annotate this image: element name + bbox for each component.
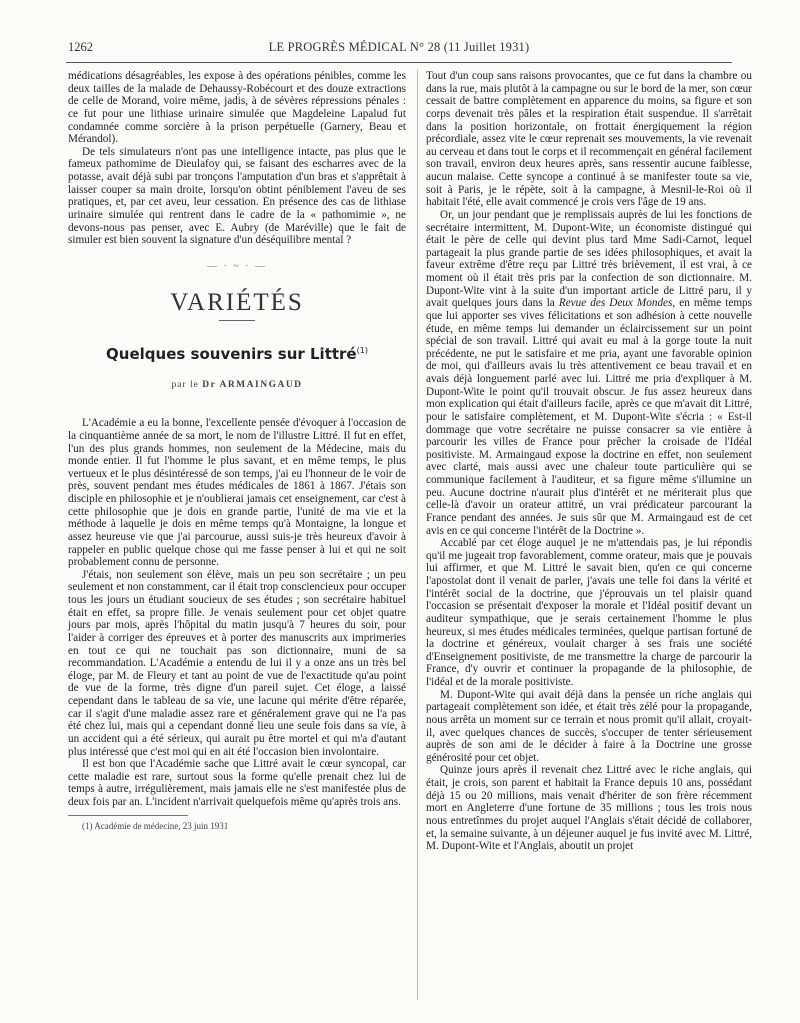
page-number: 1262: [68, 40, 93, 54]
byline-author: Dr ARMAINGAUD: [202, 379, 303, 390]
footnote-marker: (1): [356, 346, 368, 355]
left-column: [68, 70, 406, 832]
paragraph: médications désagréables, les expose à des opérations pénibles, comme les deux tailles de la malade de Dehaussy-Robécourt et des douze extractions de celle de Morand, voire même, jadis, à de sévères répressions pénales : ce fut pour une lithiase urinaire simulée que Magdeleine Lapalud fut condamnée comme sorcière à la prison perpétuelle (Garnery, Beau et Mérandol).: [68, 70, 406, 146]
paragraph: J'étais, non seulement son élève, mais un peu son secrétaire ; un peu seulement et non constamment, car il était trop consciencieux pour occuper tous les jours un étudiant soucieux de ses études ; son secrétaire habituel était en effet, sa propre fille. Je venais seulement pour cet objet quatre jours par mois, après l'hôpital du matin jusqu'à 7 heures du soir, pour l'aider à corriger des épreuves et à porter des manuscrits aux imprimeries en tout ce qui ne touchait pas son dictionnaire, muni de sa recommandation. L'Académie a entendu de lui il y a onze ans un très bel éloge, par M. de Fleury et tant au point de vue de l'exactitude qu'au point de vue de la forme, très digne d'un pareil sujet. Cet éloge, a laissé cependant dans le tableau de sa vie, une lacune qui mérite d'être réparée, car il s'agit d'une maladie assez rare et généralement grave qui ne l'a pas été chez lui, mais qui a cependant donné lieu une seule fois dans sa vie, à un accident qui a été sérieux, qui aurait pu être mortel et qui m'a d'autant plus intéressé que c'est moi qui en ait été l'occasion bien involontaire.: [68, 568, 406, 758]
paragraph: Tout d'un coup sans raisons provocantes, que ce fut dans la chambre ou dans la rue, mais plutôt à la campagne ou sur le bord de la mer, son cœur cessait de battre complètement en apparence du moins, sa figure et son corps devenait très pâles et la respiration était suspendue. Il s'arrêtait dans la position horizontale, on frottait énergiquement la région précordiale, assez vite le cœur reprenait ses mouvements, la vie revenait au cerveau et dans tout le corps et il recommençait en général facilement son travail, environ deux heures après, sans ressentir aucune faiblesse, aucun malaise. Cette syncope a continué à se manifester toute sa vie, soit à Paris, je le répète, soit à la campagne, à Mesnil-le-Roi où il habitait l'été, elle avait commencé je crois vers l'âge de 19 ans.: [426, 70, 752, 209]
paragraph: M. Dupont-Wite qui avait déjà dans la pensée un riche anglais qui partageait complètement son idée, et était très zélé pour la propagande, nous arrêta un moment sur ce terrain et nous promit qu'il allait, croyait-il, avec quelques chances de succès, s'occuper de tenter sérieusement auprès de son ami de le décider à faire à la Doctrine une grosse générosité pour cet objet.: [426, 688, 752, 764]
paragraph: [426, 209, 752, 537]
footnote: (1) Académie de médecine, 23 juin 1931: [82, 820, 229, 831]
byline: [68, 379, 406, 392]
journal-title: LE PROGRÈS MÉDICAL N° 28 (11 Juillet 1931): [268, 40, 530, 54]
paragraph-text: Or, un jour pendant que je remplissais auprès de lui les fonctions de secrétaire intermittent, M. Dupont-Wite, un économiste distingué qui était le père de celle qui devint plus tard Mme Sadi-Carnot, lequel partageait la plus grande partie de ses idées philosophiques, et avait la faveur extrême d'être reçu par Littré très brièvement, il est vrai, à ce moment où il était très pris par la confection de son dictionnaire. M. Dupont-Wite vint à la suite d'un important article de Littré paru, il y avait quelques jours dans la: [426, 208, 752, 310]
byline-prefix: par le: [171, 379, 199, 390]
paragraph-text: , en même temps que lui apporter ses vives félicitations et son adhésion à cette nouvelle étude, en même temps lui demander un éclaircissement sur un point spécial de son travail. Littré qui avait eu mal à la gorge toute la nuit précédente, ne put le satisfaire et me pria, ayant une favorable opinion de moi, qui d'ailleurs avais lu très attentivement ce beau travail et en avais déjà longuement parlé avec lui. Littré me pria d'expliquer à M. Dupont-Wite le point qu'il trouvait obscur. Je fus assez heureux dans mon explication qui était d'ailleurs facile, après ce que m'avait dit Littré, pour le satisfaire complètement, et M. Dupont-Wite s'écria : « Est-il dommage que votre secrétaire ne puisse consacrer sa vie entière à parcourir les villes de France pour prêcher la croisade de l'Idéal positiviste. M. Armaingaud expose la doctrine en effet, non seulement avec clarté, mais aussi avec une chaleur toute particulière qui se communique facilement à l'auditeur, et sa figure même s'illumine un peu. Aucune doctrine n'aurait plus d'intérêt et ne mériterait plus que celle-là d'avoir un orateur attitré, un vrai prédicateur parcourant la France pendant des années. Je suis sûr que M. Armaingaud est de cet avis en ce qui concerne l'intérêt de la Doctrine ».: [426, 297, 753, 537]
article-title: [68, 345, 406, 361]
paragraph: Il est bon que l'Académie sache que Littré avait le cœur syncopal, car cette maladie est rare, surtout sous la forme qu'elle prenait chez lui de temps à autre, irrégulièrement, mais jamais elle ne s'est manifestée plus de deux fois par an. L'incident n'arrivait quelquefois même qu'après trois ans.: [68, 758, 406, 808]
footnote-rule: [68, 815, 188, 816]
paragraph: Accablé par cet éloge auquel je ne m'attendais pas, je lui répondis qu'il me jugeait trop favorablement, comme orateur, mais que je pouvais lui affirmer, et que M. Littré le savait bien, qu'en ce qui concerne l'apostolat dont il venait de parler, j'avais une telle foi dans la vérité et l'intérêt social de la doctrine, que j'éprouvais un tel plaisir quand l'occasion se présentait d'exposer la morale et l'Idéal positif devant un auditeur sympathique, que je serais certainement l'homme le plus heureux, si mes études médicales terminées, quelque partisan fortuné de la doctrine et généreux, voulait charger à ses frais une société d'Enseignement positiviste, de me transmettre la charge de parcourir la France, d'y ouvrir et continuer la propagande de la philosophie, de l'idéal et de la morale positiviste.: [426, 537, 752, 688]
header-rule: [66, 62, 732, 63]
paragraph: Quinze jours après il revenait chez Littré avec le riche anglais, qui était, je crois, son parent et habitait la France depuis 10 ans, possédant déjà 15 ou 20 millions, mais venait d'hériter de son frère récemment mort en Angleterre d'une fortune de 35 millions ; tous les trois nous nous entretînmes du projet auquel l'Anglais s'était décidé de collaborer, et, la semaine suivante, à un déjeuner auquel je fus invité avec M. Littré, M. Dupont-Wite et l'Anglais, aboutit un projet: [426, 764, 752, 853]
right-column: [426, 70, 752, 853]
article-title-text: Quelques souvenirs sur Littré: [106, 345, 357, 363]
ornamental-divider: — · ~ · —: [206, 260, 268, 272]
paragraph: L'Académie a eu la bonne, l'excellente pensée d'évoquer à l'occasion de la cinquantième année de sa mort, le nom de l'illustre Littré. Il fut en effet, l'un des plus grands hommes, non seulement de la Médecine, mais du monde entier. Il fut l'homme le plus savant, et en même temps, le plus vertueux et le plus désintéressé de son temps, j'ai eu l'honneur de le voir de près, souvent pendant mes études médicales de 1861 à 1867. J'étais son disciple en philosophie et je n'oublierai jamais cet enseignement, car c'est à cette philosophie que je dois en grande partie, l'unité de ma vie et la méthode à laquelle je dois en même temps qu'à Montaigne, la longue et assez heureuse vie que j'ai parcourue, aussi suis-je très heureux d'avoir à rappeler en public quelque chose qui me fasse penser à lui et qui ne soit probablement connu de personne.: [68, 417, 406, 569]
journal-name: Revue des Deux Mondes: [558, 297, 673, 310]
section-heading: VARIÉTÉS: [170, 289, 304, 317]
paragraph: De tels simulateurs n'ont pas une intelligence intacte, pas plus que le fameux pathomime de Dieulafoy qui, se faisant des escharres avec de la potasse, avait déjà subi par tronçons l'amputation d'un bras et s'apprêtait à laisser couper sa main droite, lorsqu'on obtint péniblement l'aveu de ses pratiques, et, par cet aveu, leur cessation. En présence des cas de lithiase urinaire simulée qui rentrent dans le cadre de la « pathomimie », ne devons-nous pas penser, avec E. Aubry (de Maréville) que le fait de simuler est bien souvent la signature d'un déséquilibre mental ?: [68, 145, 406, 247]
section-rule: [219, 320, 255, 321]
running-header: [68, 40, 730, 58]
column-separator: [417, 70, 418, 1000]
